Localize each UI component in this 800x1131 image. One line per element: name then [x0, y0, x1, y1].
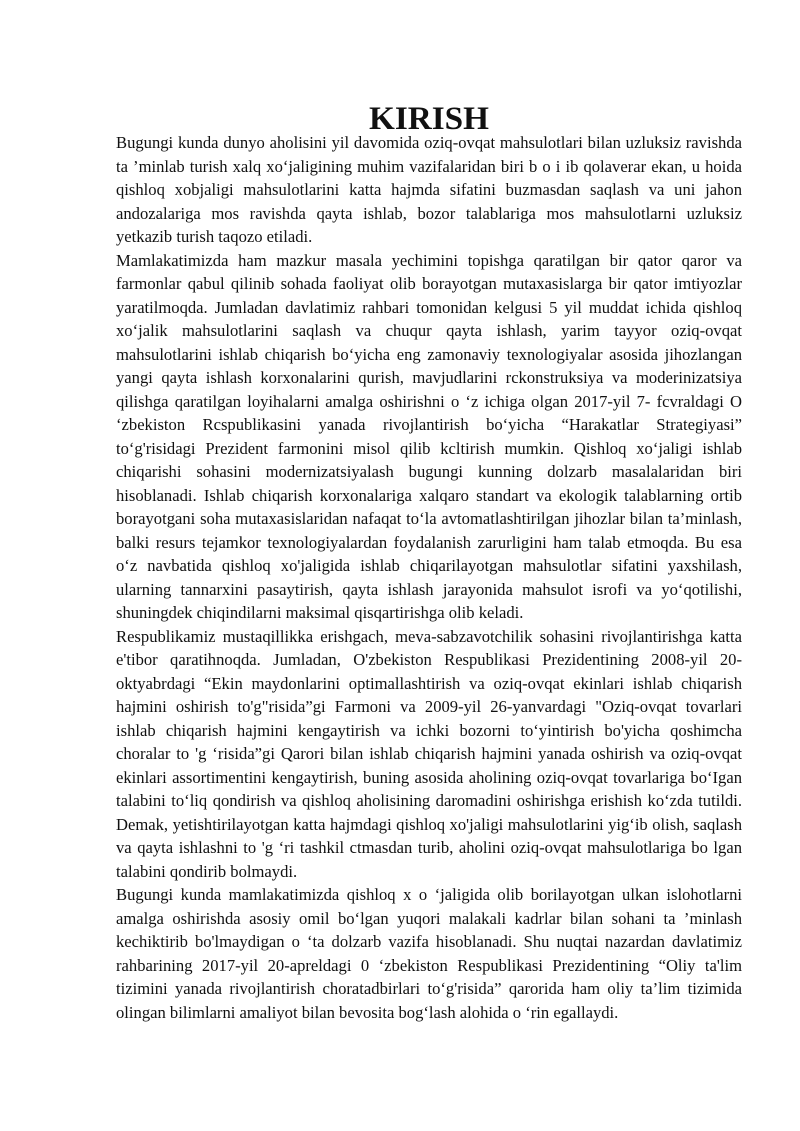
paragraph-decrees: Respublikamiz mustaqillikka erishgach, meva-sabzavotchilik sohasini rivojlantirishga katta e'tibor qaratihnoqda. Jumladan, O'zbekiston Respublikasi Prezidentining 2008-yil 20-oktyabrdagi “Ekin maydonlarini optimallashtirish va oziq-ovqat ekinlari ishlab chiqarish hajmini oshirish to'g"risida”gi Farmoni va 2009-yil 26-yanvardagi "Oziq-ovqat tovarlari ishlab chiqarish hajmini kengaytirish va ichki bozorni to‘yintirish bo'yicha qoshimcha choralar to 'g ‘risida”gi Qarori bilan ishlab chiqarish hajmini yanada oshirish va oziq-ovqat ekinlari assortimentini kengaytirish, buning asosida aholining oziq-ovqat tovarlariga bo‘Igan talabini to‘liq qondirish va qishloq aholisining daromadini oshirishga erishish ko‘zda tutildi. Demak, yetishtirilayotgan katta hajmdagi qishloq xo'jaligi mahsulotlarini yig‘ib olish, saqlash va qayta ishlashni to 'g ‘ri tashkil ctmasdan turib, aholini oziq-ovqat mahsulotlariga bo lgan talabini qondirib bolmaydi. — [116, 626, 742, 881]
paragraph-intro: Bugungi kunda dunyo aholisini yil davomida oziq-ovqat mahsulotlari bilan uzluksiz ravishda ta ’minlab turish xalq xo‘jaligining muhim vazifalaridan biri b o i ib qolaverar ekan, u hoida qishloq xobjaligi mahsulotlarini katta hajmda sifatini buzmasdan saqlash va uni jahon andozalariga mos ravishda qayta ishlab, bozor talablariga mos mahsulotlarni uzluksiz yetkazib turish taqozo etiladi. — [116, 133, 742, 246]
document-page — [116, 100, 742, 1024]
paragraph-strategy: Mamlakatimizda ham mazkur masala yechimini topishga qaratilgan bir qator qaror va farmonlar qabul qilinib sohada faoliyat olib borayotgan mutaxasislarga bir qator imtiyozlar yaratilmoqda. Jumladan davlatimiz rahbari tomonidan kelgusi 5 yil muddat ichida qishloq xo‘jalik mahsulotlarini saqlash va chuqur qayta ishlash, yarim tayyor oziq-ovqat mahsulotlarini ishlab chiqarish bo‘yicha eng zamonaviy texnologiyalar asosida jihozlangan yangi qayta ishlash korxonalarini qurish, mavjudlarini rckonstruksiya va moderinizatsiya qilishga qaratilgan loyihalarni amalga oshirishni o ‘z ichiga olgan 2017-yil 7- fcvraldagi O ‘zbekiston Rcspublikasini yanada rivojlantirish bo‘yicha “Harakatlar Strategiyasi” to‘g'risidagi Prezident farmonini misol qilib kcltirish mumkin. Qishloq xo‘jaligi ishlab chiqarishi sohasini modernizatsiyalash bugungi kunning dolzarb masalalaridan biri hisoblanadi. Ishlab chiqarish korxonalariga xalqaro standart va ekologik talablarning ortib borayotgani soha mutaxasislaridan nafaqat to‘la avtomatlashtirilgan jihozlar bilan ta’minlash, balki resurs tejamkor texnologiyalardan foydalanish zarurligini ham talab etmoqda. Bu esa o‘z navbatida qishloq xo'jaligida ishlab chiqarilayotgan mahsulotlar sifatini yaxshilash, ularning tannarxini pasaytirish, qayta ishlash jarayonida mahsulot isrofi va yo‘qotilishi, shuningdek chiqindilarni maksimal qisqartirishga olib keladi. — [116, 250, 742, 622]
document-title: KIRISH — [369, 100, 489, 137]
paragraph-cadres: Bugungi kunda mamlakatimizda qishloq x o ‘jaligida olib borilayotgan ulkan islohotlarni amalga oshirishda asosiy omil bo‘lgan yuqori malakali kadrlar bilan sohani ta ’minlash kechiktirib bo'lmaydigan o ‘ta dolzarb vazifa hisoblanadi. Shu nuqtai nazardan davlatimiz rahbarining 2017-yil 20-apreldagi 0 ‘zbekiston Respublikasi Prezidentining “Oliy ta'lim tizimini yanada rivojlantirish choratadbirlari to‘g'risida” qarorida ham oliy ta’lim tizimida olingan bilimlarni amaliyot bilan bevosita bog‘lash alohida o ‘rin egallaydi. — [116, 885, 742, 1022]
